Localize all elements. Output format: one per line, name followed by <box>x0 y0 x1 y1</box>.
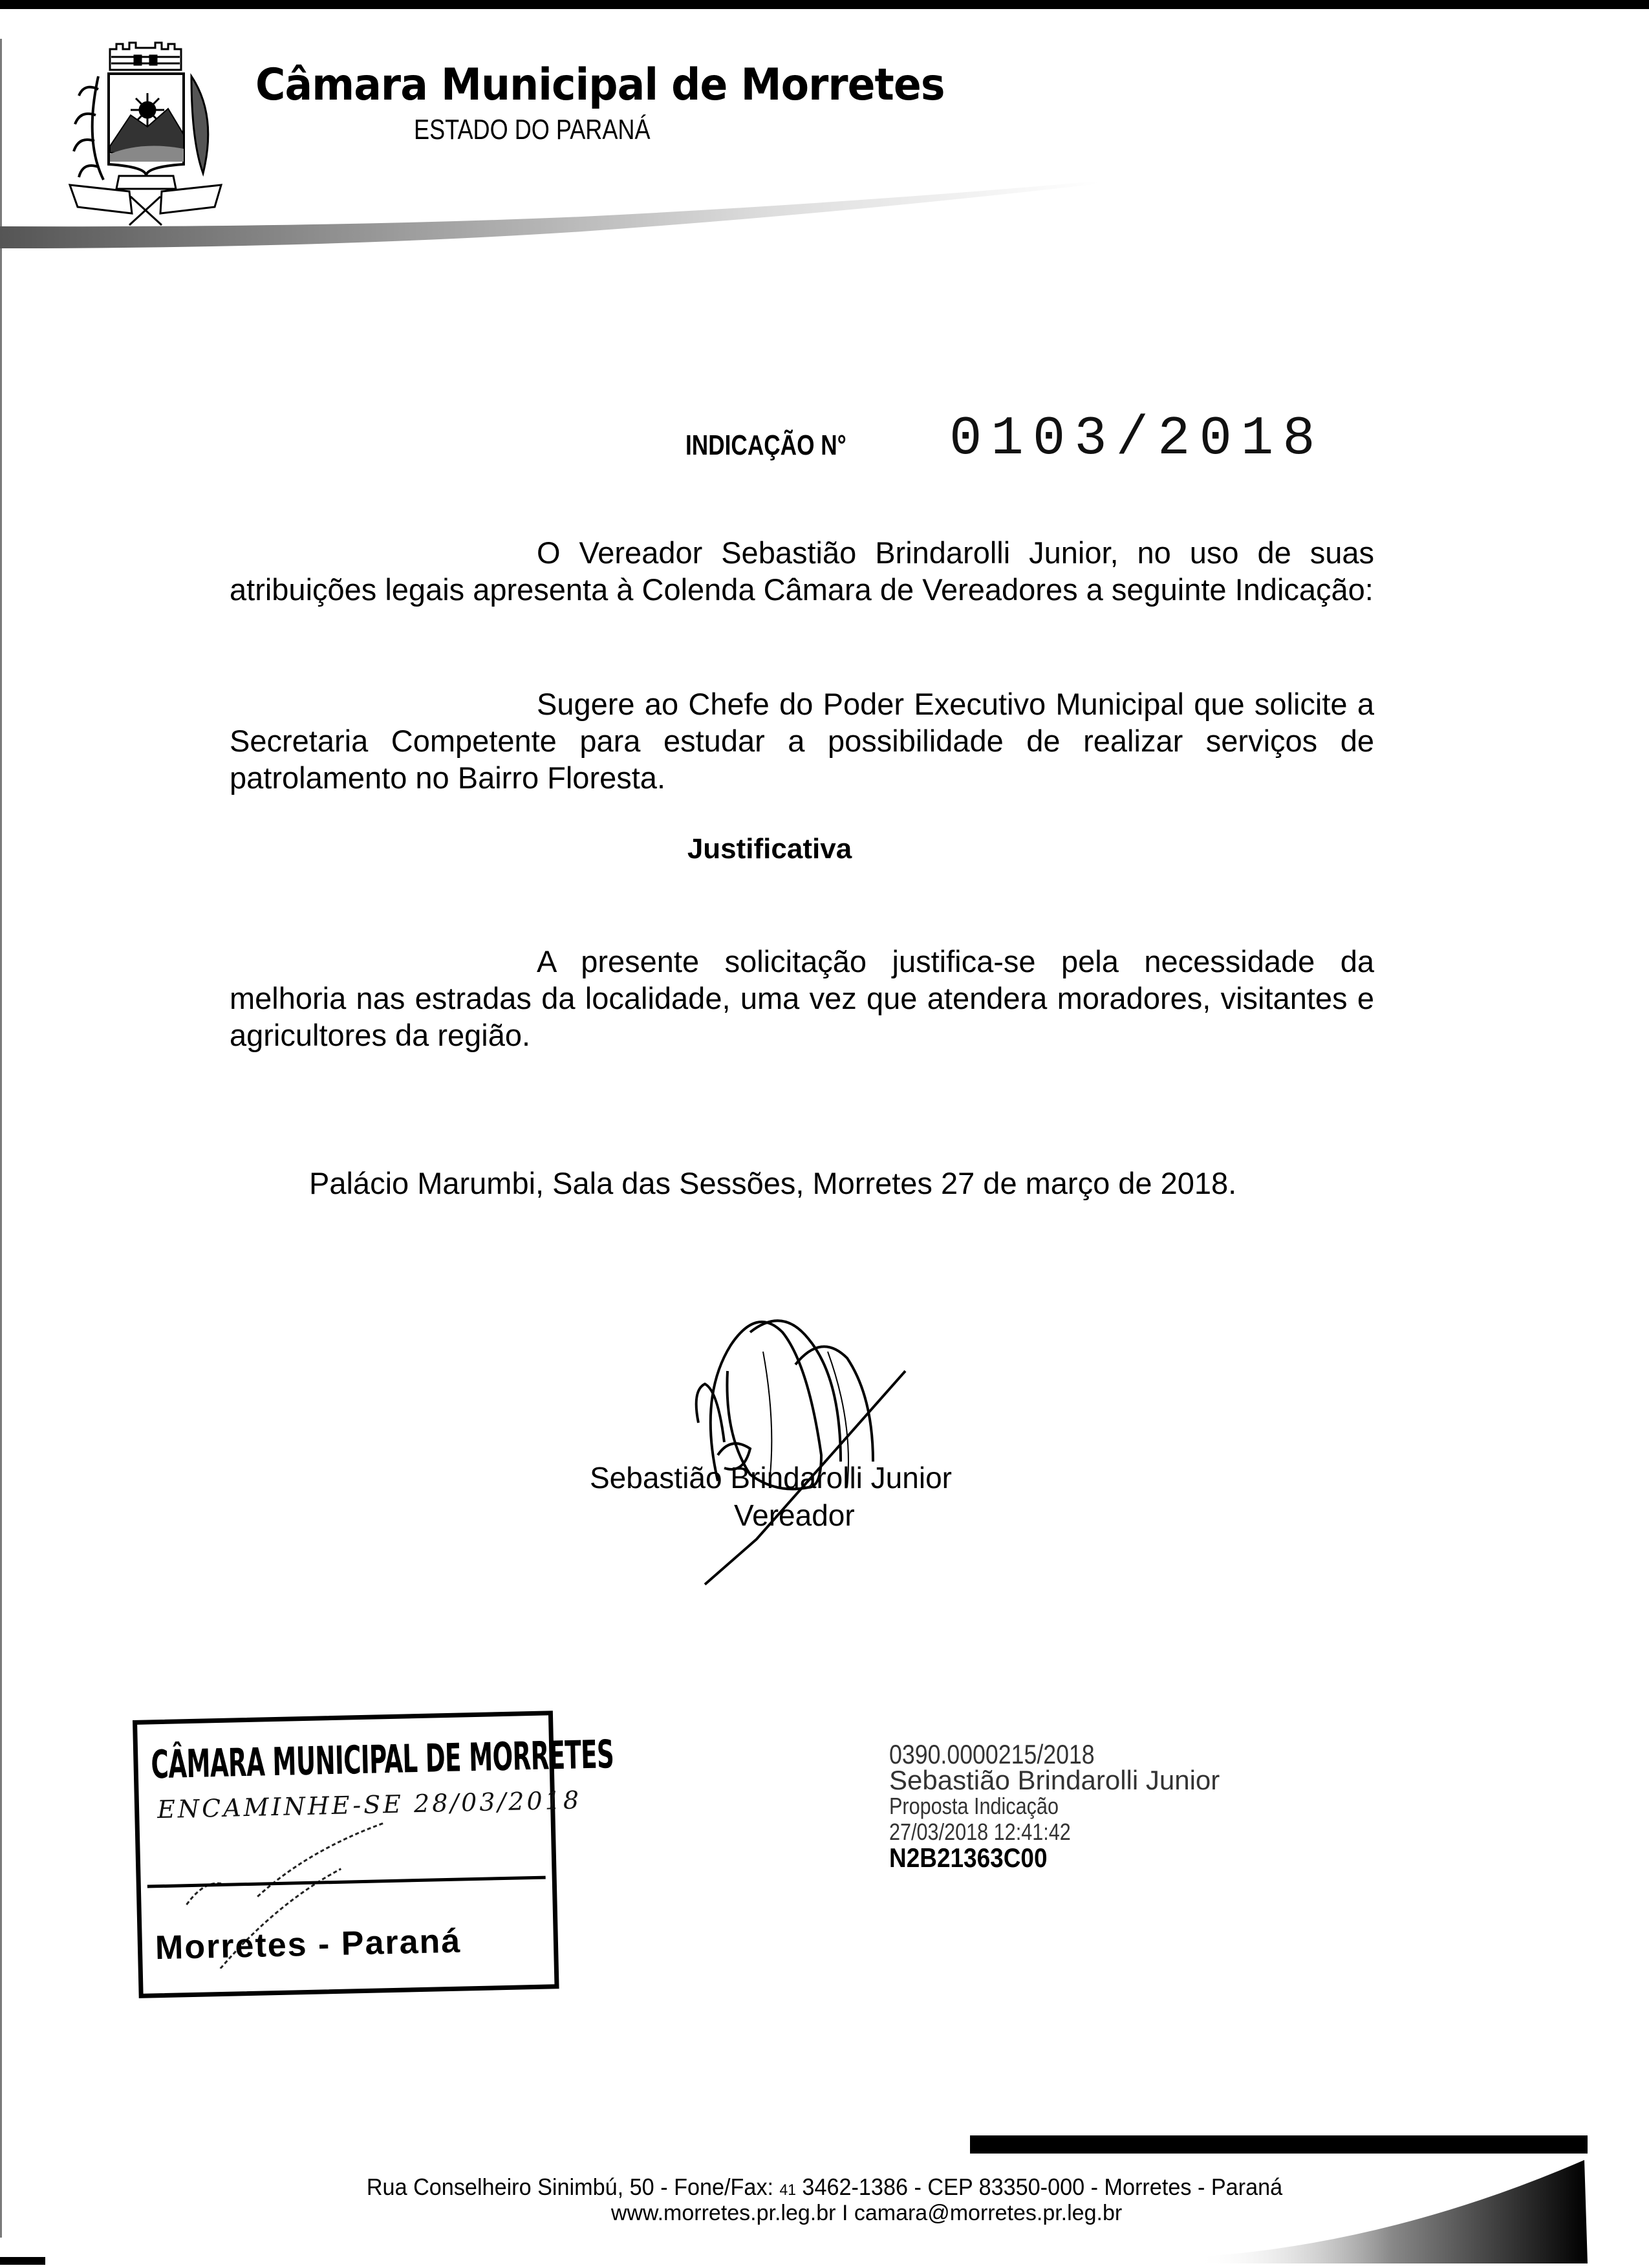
stamp-title: CÂMARA MUNICIPAL DE MORRETES <box>150 1732 614 1788</box>
intro-paragraph-text: O Vereador Sebastião Brindarolli Junior, no uso de suas atribuições legais apresenta à Colenda Câmara de Vereadores a seguinte Indicação: <box>230 535 1374 607</box>
header-swoosh-decoration <box>0 181 1099 259</box>
suggestion-paragraph <box>230 686 1374 796</box>
institution-title: Câmara Municipal de Morretes <box>255 59 945 111</box>
registration-author: Sebastião Brindarolli Junior <box>889 1765 1220 1795</box>
date-location-line: Palácio Marumbi, Sala das Sessões, Morretes 27 de março de 2018. <box>309 1166 1237 1200</box>
justification-heading: Justificativa <box>687 833 852 865</box>
registration-code: N2B21363C00 <box>889 1842 1048 1873</box>
registration-datetime: 27/03/2018 12:41:42 <box>889 1819 1071 1845</box>
registration-type: Proposta Indicação <box>889 1793 1059 1819</box>
justification-paragraph <box>230 943 1374 1053</box>
intro-paragraph <box>230 534 1374 608</box>
footer-separator: I <box>841 2201 848 2225</box>
stamp-handwritten-note: ENCAMINHE-SE 28/03/2018 <box>156 1786 582 1824</box>
justification-paragraph-text: A presente solicitação justifica-se pela necessidade da melhoria nas estradas da localidade, uma vez que atendera moradores, visitantes e agricultores da região. <box>230 944 1374 1052</box>
signatory-name: Sebastião Brindarolli Junior <box>590 1461 952 1495</box>
footer-bar-decoration <box>970 2135 1588 2154</box>
institution-subtitle: ESTADO DO PARANÁ <box>414 114 651 146</box>
footer-contacts <box>0 2201 1649 2226</box>
suggestion-paragraph-text: Sugere ao Chefe do Poder Executivo Municipal que solicite a Secretaria Competente para estudar a possibilidade de realizar serviços de patrolamento no Bairro Floresta. <box>230 687 1374 795</box>
stamp-location: Morretes - Paraná <box>155 1922 462 1967</box>
registration-protocol: 0390.0000215/2018 <box>889 1739 1095 1769</box>
receipt-stamp <box>133 1711 614 1998</box>
footer-address-suffix: 3462-1386 - CEP 83350-000 - Morretes - Paraná <box>795 2174 1283 2200</box>
footer-address-prefix: Rua Conselheiro Sinimbú, 50 - Fone/Fax: <box>366 2174 780 2200</box>
footer-address <box>41 2174 1608 2201</box>
footer-area-code: 41 <box>779 2181 796 2199</box>
footer-website-link[interactable]: www.morretes.pr.leg.br <box>610 2201 836 2225</box>
signatory-role: Vereador <box>734 1498 855 1532</box>
indicacao-label: INDICAÇÃO N° <box>685 429 846 461</box>
handwritten-signature <box>679 1293 951 1591</box>
scan-corner-mark <box>0 2257 45 2265</box>
scan-top-border <box>0 0 1649 9</box>
footer-email-link[interactable]: camara@morretes.pr.leg.br <box>854 2201 1123 2225</box>
registration-block <box>889 1739 1220 1873</box>
indicacao-number: 0103/2018 <box>949 409 1324 470</box>
scan-left-edge <box>0 39 2 2238</box>
